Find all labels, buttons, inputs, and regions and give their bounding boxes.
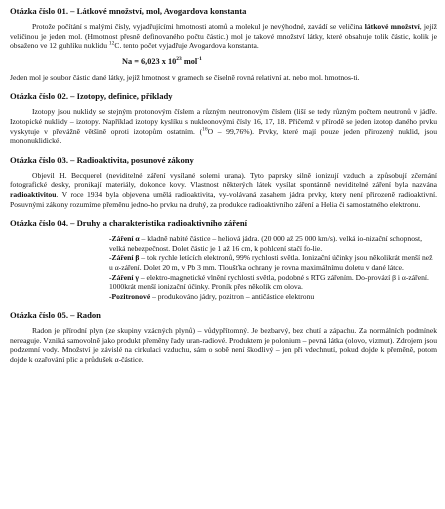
question-02-title: Otázka číslo 02. – Izotopy, definice, příklady bbox=[10, 91, 173, 102]
question-01-paragraph: Protože počítání s malými čísly, vyjadřujícími hmotnosti atomů a molekul je nevýhodné, zavádí se veličina látkové množství, jejíž veličinou je jeden mol. (Hmotnost přesně definovaného počtu částic.) mol je takové množství látky, které obsahuje tolik částic, kolik je obsaženo ve 12 guhlíku nuklidu $^{12}$C. tento počet vyjadřuje Avogardova konstanta. bbox=[10, 22, 437, 51]
question-03-paragraph: Objevil H. Becquerel (neviditelné záření vysílané solemi urana). Tyto paprsky silně ionizují vzduch a způsobují zčernání fotografické desky, pronikají materiály, dokonce kovy. Vlastnost některých látek vysílat spontánně neviditelné záření byla nazvána radioaktivitou. V roce 1934 byla objevena umělá radioaktivita, vy-volávaná zasahem jádra prvky, ktery není přirozeně radioaktivní. Posuvnými zákony rozumíme přeměnu jedno-ho prvku na druhý, za produkce radioaktivního záření a Helia či samostatného elektronu. bbox=[10, 170, 437, 209]
positron-radiation-item: -Pozitronové – produkováno jádry, pozitron – antičástice elektronu bbox=[109, 291, 315, 301]
question-05-paragraph: Radon je přírodní plyn (ze skupiny vzácných plynů) – vůdypřítomný. Je bezbarvý, bez chutí a zápachu. Za normálních podmínek nereaguje. Vzniká samovolně jako produkt přeměny řady uran-radiové. Produktem je polonium – pevná látka (olovo, vizmut). Zdrojem jsou podzemní vody. Množství je závislé na cirkulaci vzduchu, sám o sobě není škodlivý – jen při vdechnutí, pokud dojde k přeměně, potom dojde k ozařování plic a průdušek α-částice. bbox=[10, 326, 437, 365]
question-04-title: Otázka číslo 04. – Druhy a charakteristika radioaktivního záření bbox=[10, 218, 248, 229]
alpha-radiation-item: -Záření α – kladně nabité částice – heliová jádra. (20 000 až 25 000 km/s). velká io-nizační schopnost, velká nebezpečnost. Dolet částic je 1 až 16 cm, k pohlcení stačí fo-lie. bbox=[109, 234, 422, 253]
beta-radiation-item: -Záření β – tok rychle letících elektronů, 99% rychlosti světla. Ionizační účinky jsou několikrát menší než u α-záření. Dolet 20 m, v Pb 3 mm. Tloušťka ochrany je rovna maximálnímu doletu v dané látce. bbox=[109, 253, 433, 272]
mole-definition: Jeden mol je soubor částic dané látky, jejíž hmotnost v gramech se číselně rovná relativní at. nebo mol. hmotnos-ti. bbox=[10, 72, 360, 82]
question-05-title: Otázka číslo 05. – Radon bbox=[10, 310, 101, 321]
radiation-types-list bbox=[109, 234, 437, 301]
question-02-paragraph: Izotopy jsou nuklidy se stejným protonovým číslem a různým neutronovým číslem (liší se tedy různým počtem neutronů v jádře. Izotopické nuklidy – izotopy. Například izotopy kyslíku s nukleonovými čísly 16, 17, 18. Přičemž v přírodě se jeden izotop daného prvku vyskytuje v převážně většině oproti izotopům ostatním. ($^{16}$O – 99,76%). Prvky, které mají pouze jeden přirozený nuklid, jsou mononuklidické. bbox=[10, 107, 437, 146]
gamma-radiation-item: -Záření γ – elektro-magnetické vlnění rychlosti světla, podobné s RTG zářením. Do-provází β i α-záření. 1000krát menší ionizační účinky. Proník přes několik cm olova. bbox=[109, 272, 429, 292]
question-01-title: Otázka číslo 01. – Látkové množství, mol, Avogardova konstanta bbox=[10, 6, 247, 16]
question-03-title: Otázka číslo 03. – Radioaktivita, posunové zákony bbox=[10, 154, 194, 165]
avogadro-formula: Na = 6,023 x $10^{23}$ mol$^{-1}$ bbox=[122, 56, 202, 66]
